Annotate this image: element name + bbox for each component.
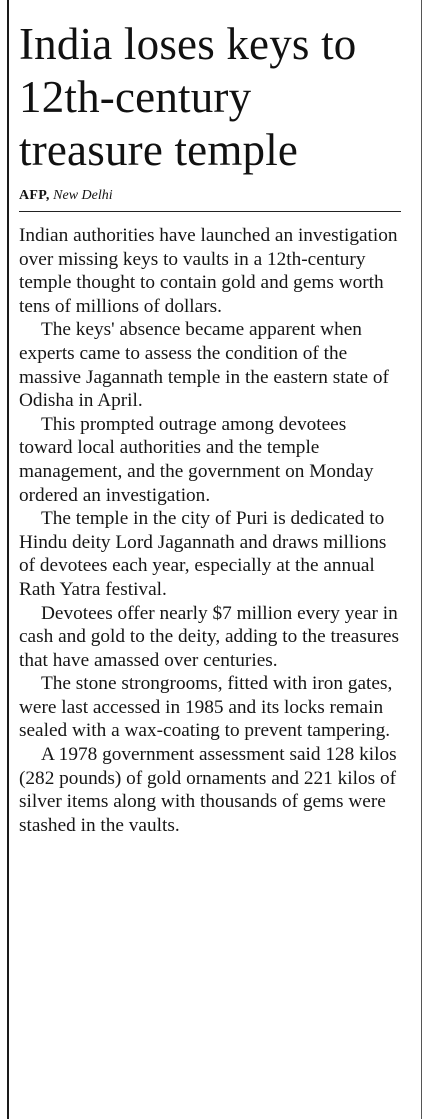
paragraph: The stone strongrooms, fitted with iron gates, were last accessed in 1985 and its locks remain sealed with a wax-coating to prevent tampering. xyxy=(19,673,393,742)
paragraph: Indian authorities have launched an investigation over missing keys to vaults in a 12th-century temple thought to contain gold and gems worth tens of millions of dollars. xyxy=(19,225,398,317)
paragraph: A 1978 government assessment said 128 kilos (282 pounds) of gold ornaments and 221 kilos of silver items along with thousands of gems were stashed in the vaults. xyxy=(19,744,397,836)
column-rule-right xyxy=(421,0,422,1119)
byline xyxy=(19,187,401,205)
article-body xyxy=(19,224,401,837)
paragraph: The temple in the city of Puri is dedicated to Hindu deity Lord Jagannath and draws millions of devotees each year, especially at the annual Rath Yatra festival. xyxy=(19,508,387,600)
byline-agency: AFP, xyxy=(19,188,50,203)
news-article xyxy=(19,0,401,837)
paragraph: This prompted outrage among devotees toward local authorities and the temple management, and the government on Monday ordered an investigation. xyxy=(19,413,374,506)
byline-place: New Delhi xyxy=(53,188,113,203)
byline-divider xyxy=(19,211,401,212)
headline: India loses keys to 12th-century treasure temple xyxy=(19,19,357,175)
paragraph: The keys' absence became apparent when experts came to assess the condition of the massive Jagannath temple in the eastern state of Odisha in April. xyxy=(19,319,389,412)
paragraph: Devotees offer nearly $7 million every year in cash and gold to the deity, adding to the treasures that have amassed over centuries. xyxy=(19,602,399,671)
column-rule-left xyxy=(7,0,9,1119)
